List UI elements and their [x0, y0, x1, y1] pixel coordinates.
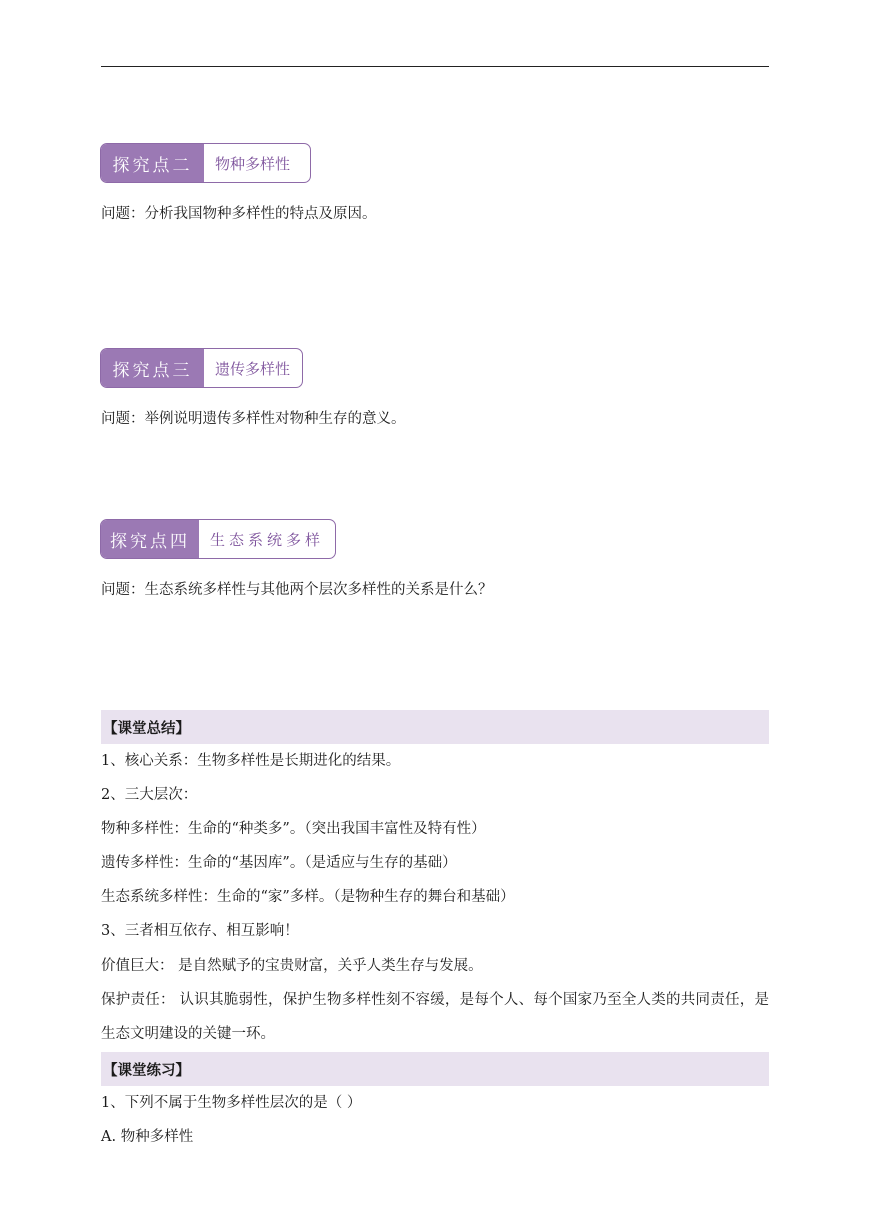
practice-heading: 【课堂练习】 [103, 1062, 190, 1079]
section-question: 问题：生态系统多样性与其他两个层次多样性的关系是什么？ [101, 582, 493, 598]
summary-responsibility: 保护责任： 认识其脆弱性，保护生物多样性刻不容缓，是每个人、每个国家乃至全人类的共同责任，是生态文明建设的关键一环。 [101, 992, 769, 1042]
section-tag-2 [100, 143, 311, 183]
section-topic: 遗传多样性 [215, 359, 291, 378]
summary-line: 3、三者相互依存、相互影响！ [101, 923, 299, 939]
practice-option-a: A. 物种多样性 [101, 1129, 194, 1145]
section-label: 探究点二 [101, 144, 204, 182]
practice-question: 1、下列不属于生物多样性层次的是（ ） [101, 1095, 362, 1111]
summary-heading: 【课堂总结】 [103, 720, 190, 737]
section-tag-4 [100, 519, 336, 559]
section-question: 问题：举例说明遗传多样性对物种生存的意义。 [101, 411, 406, 427]
summary-line: 1、核心关系：生物多样性是长期进化的结果。 [101, 753, 401, 769]
section-topic: 生态系统多样 [209, 530, 324, 549]
practice-heading-band [101, 1052, 769, 1086]
section-topic: 物种多样性 [215, 154, 291, 173]
summary-line: 2、三大层次： [101, 787, 198, 803]
header-rule [101, 66, 769, 67]
section-question: 问题：分析我国物种多样性的特点及原因。 [101, 206, 377, 222]
section-tag-3 [100, 348, 303, 388]
summary-line: 物种多样性：生命的“种类多”。（突出我国丰富性及特有性） [101, 821, 486, 837]
summary-line: 遗传多样性：生命的“基因库”。（是适应与生存的基础） [101, 855, 457, 871]
summary-line: 价值巨大： 是自然赋予的宝贵财富，关乎人类生存与发展。 [101, 958, 483, 974]
section-label: 探究点四 [101, 520, 199, 558]
summary-heading-band [101, 710, 769, 744]
section-label: 探究点三 [101, 349, 204, 387]
summary-line: 生态系统多样性：生命的“家”多样。（是物种生存的舞台和基础） [101, 889, 515, 905]
